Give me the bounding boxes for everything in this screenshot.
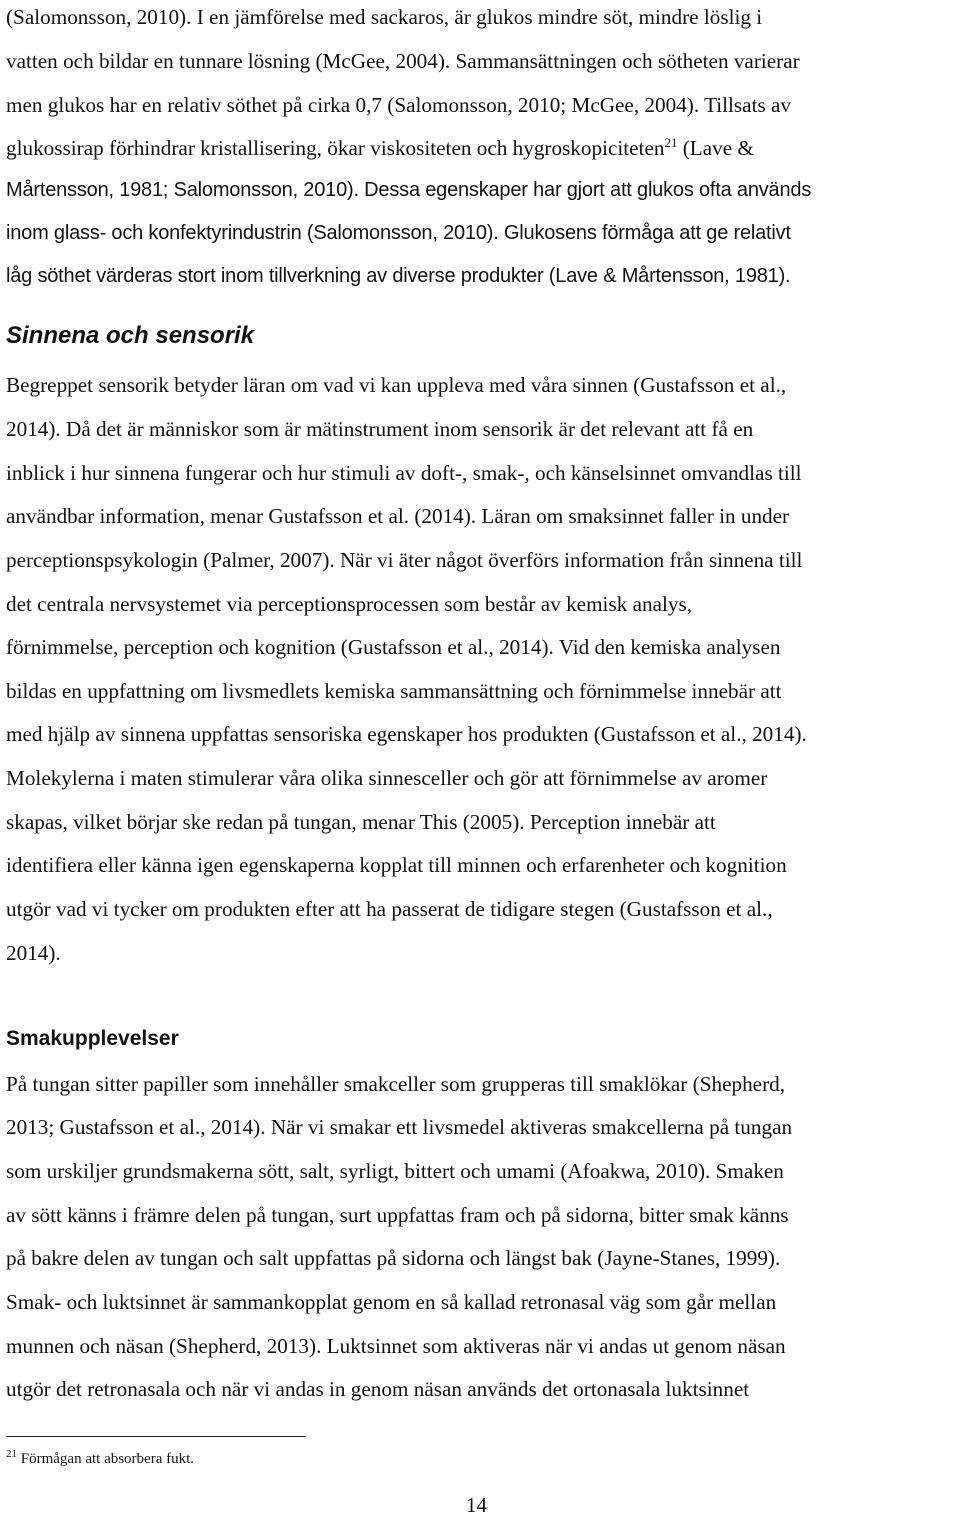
text-span: (Lave & (677, 136, 754, 160)
text-line: Molekylerna i maten stimulerar våra olika sinnesceller och gör att förnimmelse av aromer (6, 766, 768, 790)
section-heading-smakupplevelser: Smakupplevelser (6, 1027, 179, 1050)
text-line: som urskiljer grundsmakerna sött, salt, syrligt, bittert och umami (Afoakwa, 2010). Smaken (6, 1159, 784, 1183)
text-line: förnimmelse, perception och kognition (Gustafsson et al., 2014). Vid den kemiska analysen (6, 635, 781, 659)
footnote-text: Förmågan att absorbera fukt. (20, 1451, 195, 1467)
text-line: utgör det retronasala och när vi andas in genom näsan används det ortonasala luktsinnet (6, 1377, 750, 1401)
text-line: Begreppet sensorik betyder läran om vad vi kan uppleva med våra sinnen (Gustafsson et al., (6, 373, 787, 397)
text-line: låg söthet värderas stort inom tillverkning av diverse produkter (Lave & Mårtensson, 1981). (6, 265, 791, 287)
text-line: användbar information, menar Gustafsson et al. (2014). Läran om smaksinnet faller in under (6, 504, 790, 528)
text-line: Mårtensson, 1981; Salomonsson, 2010). Dessa egenskaper har gjort att glukos ofta används (6, 179, 812, 201)
text-line: vatten och bildar en tunnare lösning (McGee, 2004). Sammansättningen och sötheten varierar (6, 49, 800, 73)
text-line: 2014). (6, 941, 61, 965)
text-line: med hjälp av sinnena uppfattas sensoriska egenskaper hos produkten (Gustafsson et al., 2014). (6, 722, 807, 746)
text-line: av sött känns i främre delen på tungan, surt uppfattas fram och på sidorna, bitter smak känns (6, 1203, 789, 1227)
text-line: identifiera eller känna igen egenskaperna kopplat till minnen och erfarenheter och kognition (6, 853, 787, 877)
text-line: men glukos har en relativ söthet på cirka 0,7 (Salomonsson, 2010; McGee, 2004). Tillsats av (6, 93, 792, 117)
text-line: (Salomonsson, 2010). I en jämförelse med sackaros, är glukos mindre söt, mindre löslig i (6, 5, 763, 29)
text-line: Smak- och luktsinnet är sammankopplat genom en så kallad retronasal väg som går mellan (6, 1290, 777, 1314)
text-line-with-footnote-ref (6, 135, 754, 164)
text-line: på bakre delen av tungan och salt uppfattas på sidorna och längst bak (Jayne-Stanes, 1999). (6, 1246, 781, 1270)
text-line: 2013; Gustafsson et al., 2014). När vi smakar ett livsmedel aktiveras smakcellerna på tungan (6, 1115, 793, 1139)
text-line: munnen och näsan (Shepherd, 2013). Luktsinnet som aktiveras när vi andas ut genom näsan (6, 1334, 786, 1358)
text-line: bildas en uppfattning om livsmedlets kemiska sammansättning och förnimmelse innebär att (6, 679, 782, 703)
section-heading-sinnena: Sinnena och sensorik (6, 322, 255, 349)
footnote-number: 21 (6, 1448, 17, 1460)
footnote-reference: 21 (664, 135, 678, 150)
text-line: 2014). Då det är människor som är mätinstrument inom sensorik är det relevant att få en (6, 417, 754, 441)
text-line: perceptionspsykologin (Palmer, 2007). När vi äter något överförs information från sinnena till (6, 548, 803, 572)
text-line: På tungan sitter papiller som innehåller smakceller som grupperas till smaklökar (Shepherd, (6, 1072, 786, 1096)
text-line: skapas, vilket börjar ske redan på tungan, menar This (2005). Perception innebär att (6, 810, 716, 834)
text-span: glukossirap förhindrar kristallisering, ökar viskositeten och hygroskopiciteten (6, 136, 665, 160)
page-number: 14 (466, 1493, 487, 1517)
footnote (6, 1449, 194, 1470)
footnote-divider (6, 1436, 306, 1437)
text-line: inblick i hur sinnena fungerar och hur stimuli av doft-, smak-, och känselsinnet omvandlas till (6, 461, 802, 485)
text-line: inom glass- och konfektyrindustrin (Salomonsson, 2010). Glukosens förmåga att ge relativt (6, 222, 791, 244)
text-line: utgör vad vi tycker om produkten efter att ha passerat de tidigare stegen (Gustafsson et al., (6, 897, 773, 921)
text-line: det centrala nervsystemet via perceptionsprocessen som består av kemisk analys, (6, 592, 693, 616)
